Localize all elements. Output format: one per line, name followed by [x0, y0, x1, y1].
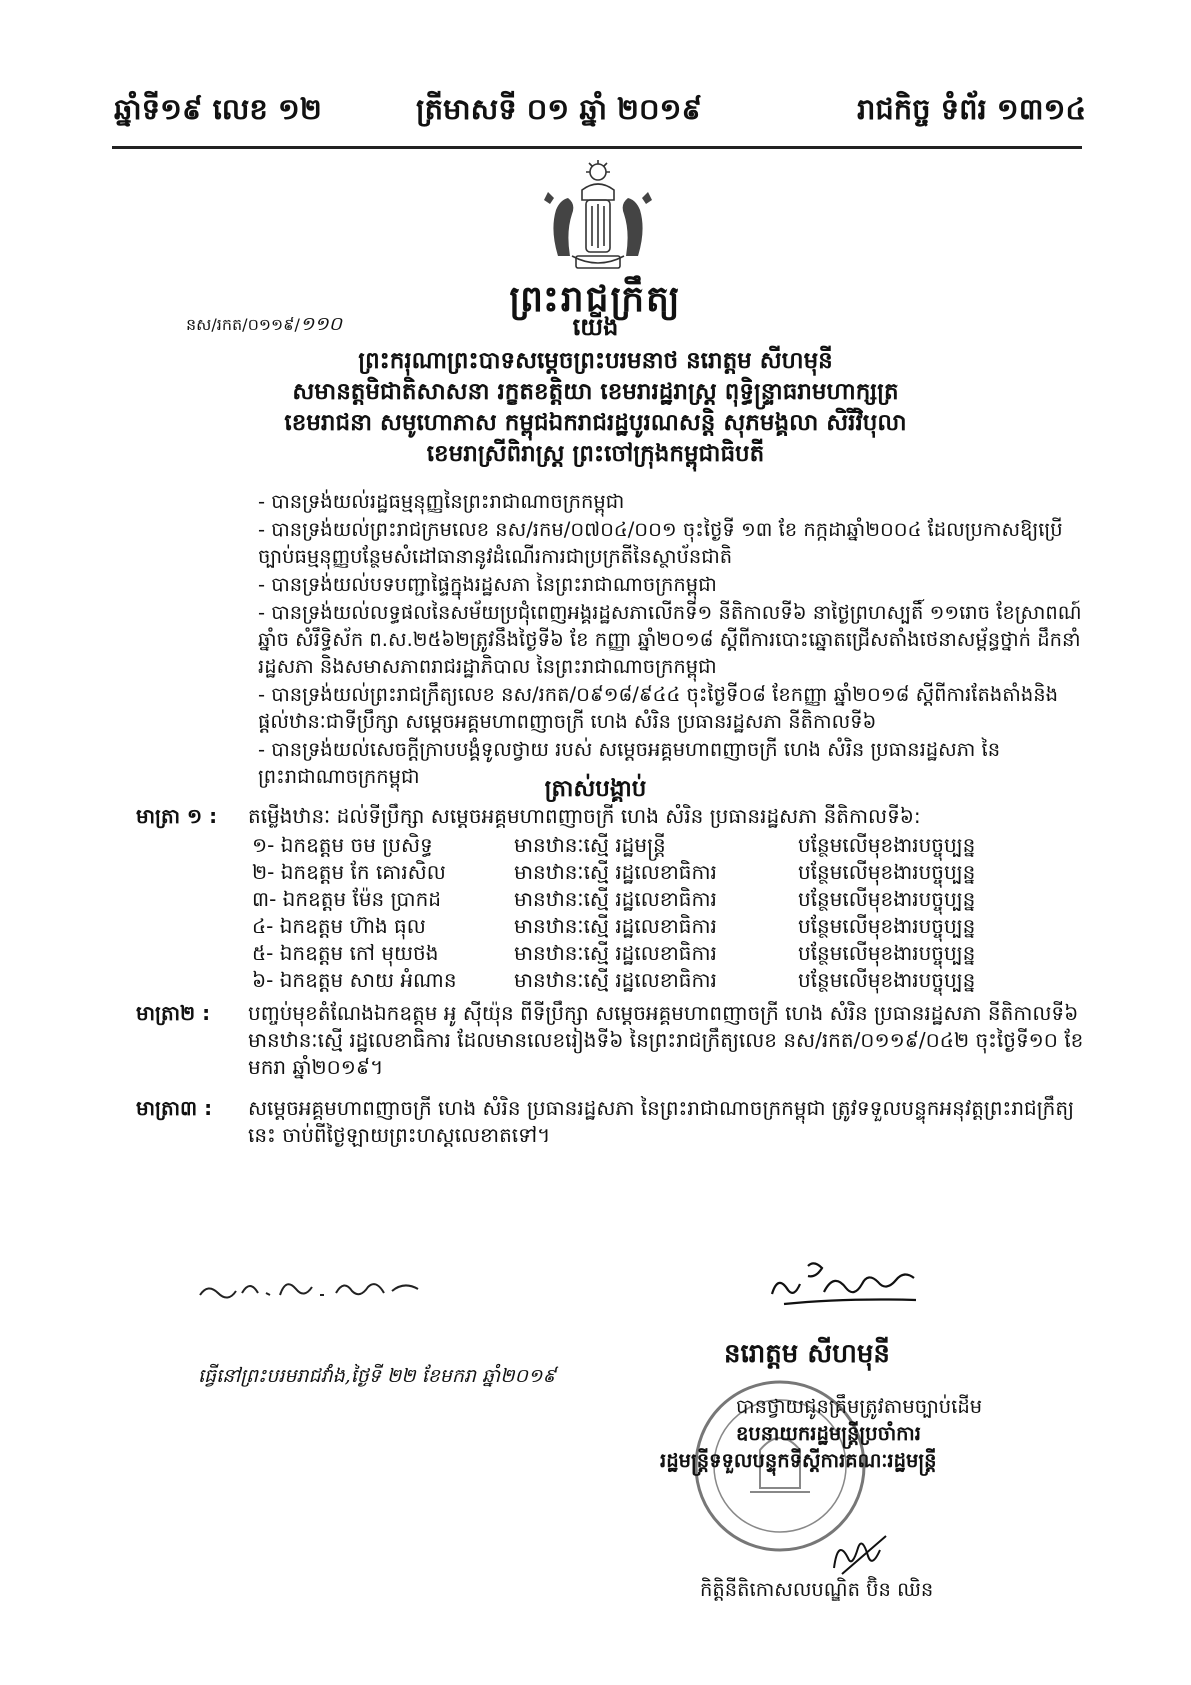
- article-2-label: មាត្រា២ :: [136, 1001, 211, 1025]
- consideration-item: - បានទ្រង់យល់សេចក្តីក្រាបបង្គំទូលថ្វាយ របស់ សម្តេចអគ្គមហាពញាចក្រី ហេង សំរិន ប្រធានរដ្ឋសភា នៃព្រះរាជាណាចក្រកម្ពុជា: [258, 738, 1001, 788]
- consideration-item: - បានទ្រង់យល់រដ្ឋធម្មនុញ្ញនៃព្រះរាជាណាចក្រកម្ពុជា: [258, 490, 625, 513]
- appointee-name: ២- ឯកឧត្តម កែ គោរសិល: [252, 860, 446, 884]
- royal-coat-of-arms-icon: [536, 160, 660, 278]
- countersign-line: ឧបនាយករដ្ឋមន្ត្រីប្រចាំការ: [736, 1422, 921, 1445]
- article-1-text: តម្លើងឋានៈ ដល់ទីប្រឹក្សា សម្តេចអគ្គមហាពញាចក្រី ហេង សំរិន ប្រធានរដ្ឋសភា នីតិកាលទី៦:: [248, 804, 921, 828]
- article-1-label: មាត្រា ១ :: [136, 804, 218, 828]
- order-heading: ត្រាស់បង្គាប់: [544, 776, 647, 802]
- minister-signature: [828, 1528, 892, 1578]
- king-title-line: សមានត្តមិជាតិសាសនា រក្ខតខត្តិយា ខេមរារដ្ឋរាស្ត្រ ពុទ្ធិន្ទ្រាធរាមហាក្សត្រ: [292, 379, 899, 405]
- appointee-row: [252, 913, 975, 940]
- countersign-line: រដ្ឋមន្ត្រីទទួលបន្ទុកទីស្តីការគណៈរដ្ឋមន្ត្រី: [660, 1449, 937, 1472]
- consideration-item: - បានទ្រង់យល់ព្រះរាជក្រមលេខ នស/រកម/០៧០៤/០០១ ចុះថ្ងៃទី ១៣ ខែ កក្កដាឆ្នាំ២០០៤ ដែលប្រកាសឱ្យប្រើច្បាប់ធម្មនុញ្ញបន្ថែមសំដៅធានានូវដំណើរការជាប្រក្រតីនៃស្ថាប័នជាតិ: [258, 518, 1063, 568]
- king-title-line: ព្រះករុណាព្រះបាទសម្តេចព្រះបរមនាថ នរោត្តម សីហមុនី: [358, 348, 833, 374]
- quarter-date: ត្រីមាសទី ០១ ឆ្នាំ ២០១៩: [416, 92, 703, 126]
- article-1: [136, 803, 1091, 830]
- appointee-rank: មានឋានៈស្មើ រដ្ឋមន្ត្រី: [514, 833, 666, 857]
- appointee-note: បន្ថែមលើមុខងារបច្ចុប្បន្ន: [798, 914, 976, 938]
- appointee-name: ៣- ឯកឧត្តម ម៉ែន ប្រាកដ: [252, 887, 441, 911]
- appointee-name: ៥- ឯកឧត្តម កៅ មុយថង: [252, 941, 439, 965]
- header-divider: [112, 146, 1082, 149]
- appointee-rank: មានឋានៈស្មើ រដ្ឋលេខាធិការ: [514, 887, 717, 911]
- considerations-list: [258, 488, 1088, 791]
- appointee-row: [252, 940, 975, 967]
- year-issue: ឆ្នាំទី១៩ លេខ ១២: [114, 92, 322, 126]
- article-3-text: សម្តេចអគ្គមហាពញាចក្រី ហេង សំរិន ប្រធានរដ្ឋសភា នៃព្រះរាជាណាចក្រកម្ពុជា ត្រូវទទួលបន្ទុកអនុវត្តព្រះរាជក្រឹត្យនេះ ចាប់ពីថ្ងៃឡាយព្រះហស្តលេខាតទៅ។: [248, 1096, 1075, 1147]
- document-title: ព្រះរាជក្រឹត្យ: [509, 279, 682, 320]
- countersign-line: បានថ្វាយជូនគ្រឹមត្រូវតាមច្បាប់ដើម: [736, 1395, 983, 1418]
- appointee-rank: មានឋានៈស្មើ រដ្ឋលេខាធិការ: [514, 941, 717, 965]
- appointee-row: [252, 886, 975, 913]
- appointee-row: [252, 832, 975, 859]
- consideration-item: - បានទ្រង់យល់លទ្ធផលនៃសម័យប្រជុំពេញអង្គរដ្ឋសភាលើកទី១ នីតិកាលទី៦ នាថ្ងៃព្រហស្បតិ៍ ១១រោច ខែស្រាពណ៍ ឆ្នាំច សំរឹទ្ធិស័ក ព.ស.២៥៦២ត្រូវនឹងថ្ងៃទី៦ ខែ កញ្ញា ឆ្នាំ២០១៨ ស្តីពីការបោះឆ្នោតជ្រើសតាំងថេនាសម្ព័ន្ធថ្នាក់ ដឹកនាំរដ្ឋសភា និងសមាសភាពរាជរដ្ឋាភិបាល នៃព្រះរាជាណាចក្រកម្ពុជា: [258, 601, 1082, 678]
- consideration-item: - បានទ្រង់យល់ព្រះរាជក្រឹត្យលេខ នស/រកត/០៩១៨/៩៤៤ ចុះថ្ងៃទី០៨ ខែកញ្ញា ឆ្នាំ២០១៨ ស្តីពីការតែងតាំងនិងផ្តល់ឋានៈជាទីប្រឹក្សា សម្តេចអគ្គមហាពញាចក្រី ហេង សំរិន ប្រធានរដ្ឋសភា នីតិកាលទី៦: [258, 683, 1058, 733]
- reference-number-printed: នស/រកត/០១១៩/: [186, 315, 300, 334]
- article-3: [136, 1095, 1091, 1149]
- reference-number-handwritten: ១១០: [299, 313, 343, 335]
- king-title-line: ខេមរាជនា សមូហោភាស កម្ពុជឯករាជរដ្ឋបូរណសន្តិ សុភមង្គលា សិរីវិបុលា: [284, 410, 907, 436]
- appointee-rank: មានឋានៈស្មើ រដ្ឋលេខាធិការ: [514, 914, 717, 938]
- royal-signature: [764, 1254, 924, 1310]
- appointee-note: បន្ថែមលើមុខងារបច្ចុប្បន្ន: [798, 833, 976, 857]
- countersignature-block: [660, 1393, 1100, 1474]
- consideration-item: - បានទ្រង់យល់បទបញ្ជាផ្ទៃក្នុងរដ្ឋសភា នៃព្រះរាជាណាចក្រកម្ពុជា: [258, 573, 717, 596]
- appointee-note: បន្ថែមលើមុខងារបច្ចុប្បន្ន: [798, 968, 976, 992]
- appointee-rank: មានឋានៈស្មើ រដ្ឋលេខាធិការ: [514, 860, 717, 884]
- appointees-table: [252, 832, 975, 994]
- appointee-row: [252, 859, 975, 886]
- appointee-note: បន្ថែមលើមុខងារបច្ចុប្បន្ន: [798, 887, 976, 911]
- given-at-date: ធ្វើនៅព្រះបរមរាជវាំង,ថ្ងៃទី ២២ ខែមករា ឆ្នាំ២០១៩: [198, 1365, 556, 1387]
- king-titles: [0, 346, 1191, 470]
- article-3-label: មាត្រា៣ :: [136, 1096, 213, 1120]
- signer-name: កិត្តិនីតិកោសលបណ្ឌិត ប៊ិន ឈិន: [700, 1578, 934, 1601]
- appointee-row: [252, 967, 975, 994]
- article-2: [136, 1000, 1091, 1081]
- gazette-header: [114, 92, 1086, 136]
- king-title-line: ខេមរាស្រីពិរាស្ត្រ ព្រះចៅក្រុងកម្ពុជាធិបតី: [426, 441, 765, 467]
- appointee-name: ៦- ឯកឧត្តម សាយ អំណាន: [252, 968, 457, 992]
- king-name: នរោត្តម សីហមុនី: [724, 1339, 890, 1369]
- article-2-text: បញ្ចប់មុខតំណែងឯកឧត្តម អូ ស៊ីយ៉ុន ពីទីប្រឹក្សា សម្តេចអគ្គមហាពញាចក្រី ហេង សំរិន ប្រធានរដ្ឋសភា នីតិកាលទី៦ មានឋានៈស្មើ រដ្ឋលេខាធិការ ដែលមានលេខរៀងទី៦ នៃព្រះរាជក្រឹត្យលេខ នស/រកត/០១១៩/០៤២ ចុះថ្ងៃទី១០ ខែមករា ឆ្នាំ២០១៩។: [248, 1001, 1084, 1079]
- appointee-rank: មានឋានៈស្មើ រដ្ឋលេខាធិការ: [514, 968, 717, 992]
- handwritten-registration-note: [196, 1265, 426, 1305]
- appointee-name: ៤- ឯកឧត្តម ហ៊ាង ធុល: [252, 914, 426, 938]
- appointee-note: បន្ថែមលើមុខងារបច្ចុប្បន្ន: [798, 860, 976, 884]
- appointee-name: ១- ឯកឧត្តម ចម ប្រសិទ្ធ: [252, 833, 433, 857]
- we-heading: យើង: [572, 313, 619, 341]
- appointee-note: បន្ថែមលើមុខងារបច្ចុប្បន្ន: [798, 941, 976, 965]
- gazette-page: រាជកិច្ច ទំព័រ ១៣១៤: [856, 92, 1086, 126]
